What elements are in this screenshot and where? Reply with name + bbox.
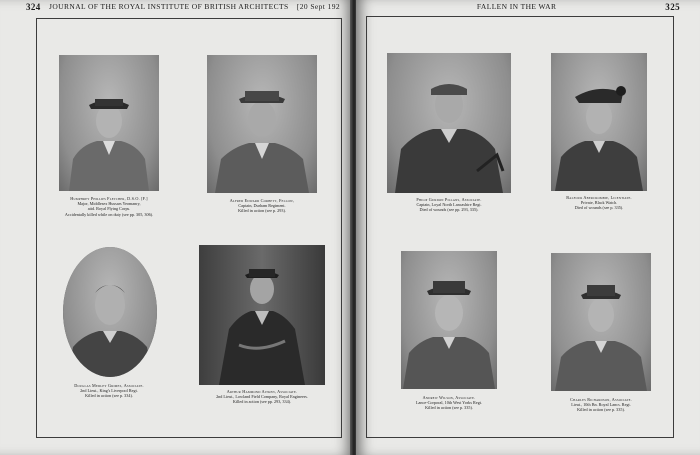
right-running-head <box>368 2 680 12</box>
caption-fate: Died of wounds (see pp. 293, 335). <box>419 207 479 213</box>
soldier-figure-icon <box>59 55 159 191</box>
running-title: FALLEN IN THE WAR <box>476 2 557 11</box>
caption-fate: Killed in action (see p. 293). <box>238 208 286 214</box>
caption-fate: Accidentally killed while on duty (see pp. 305, 306). <box>64 211 154 217</box>
portrait-photo-aitken <box>199 245 325 385</box>
caption-name: Charles Richardson, Associate. <box>570 397 632 402</box>
soldier-figure-icon <box>387 53 511 193</box>
caption-abercrombie <box>537 195 661 211</box>
left-page-frame <box>36 18 342 438</box>
caption-rank: Lance-Corporal, 10th West Yorks Regt. <box>416 400 482 406</box>
portrait-photo-abercrombie <box>551 53 647 191</box>
portrait-photo-richardson <box>551 253 651 391</box>
caption-name: Andrew Wilson, Associate. <box>422 395 476 400</box>
caption-richardson <box>539 397 663 413</box>
caption-fletcher <box>47 196 171 217</box>
caption-rank: Lieut., 10th Bn. Royal Lancs. Regt. <box>571 402 631 408</box>
soldier-figure-icon <box>551 253 651 391</box>
portrait-photo-grimes <box>63 247 157 377</box>
caption-corbett <box>195 198 329 214</box>
issue-date: [20 Sept 192 <box>296 2 340 11</box>
caption-name: Philip Gurdon Pillans, Associate. <box>416 197 482 202</box>
left-running-head <box>26 2 340 12</box>
caption-rank: Private, Black Watch. <box>580 200 618 206</box>
caption-aitken <box>187 389 337 405</box>
portrait-photo-wilson <box>401 251 497 389</box>
caption-fate: Killed in action (see p. 335). <box>577 407 625 413</box>
caption-unit: attd. Royal Flying Corps. <box>87 206 131 212</box>
caption-name: Humphrey Phillips Fletcher, D.S.O. [F.] <box>70 196 148 201</box>
caption-name: Alfred Edward Corbett, Fellow, <box>229 198 295 203</box>
right-page-frame <box>366 16 674 438</box>
right-page-number: 325 <box>665 2 680 12</box>
portrait-photo-corbett <box>207 55 317 193</box>
caption-fate: Died of wounds (see p. 335). <box>574 205 624 211</box>
caption-rank: Captain, Durham Regiment. <box>238 203 286 209</box>
soldier-figure-icon <box>207 55 317 193</box>
caption-fate: Killed in action (see p. 335). <box>425 405 473 411</box>
caption-rank: Major, Middlesex Hussars Yeomanry, <box>77 201 141 207</box>
soldier-figure-icon <box>551 53 647 191</box>
caption-rank: Captain, Loyal North Lancashire Regt. <box>416 202 482 208</box>
caption-fate: Killed in action (see p. 334). <box>85 393 133 399</box>
left-page-number: 324 <box>26 2 41 12</box>
caption-rank: 2nd Lieut., Lowland Field Company, Royal Engineers. <box>216 394 308 400</box>
portrait-photo-pillans <box>387 53 511 193</box>
journal-title: JOURNAL OF THE ROYAL INSTITUTE OF BRITISH ARCHITECTS <box>49 2 289 11</box>
portrait-photo-fletcher <box>59 55 159 191</box>
caption-name: Balfour Abercrombie, Licentiate. <box>566 195 632 200</box>
caption-name: Arthur Hammond Aitken, Associate. <box>226 389 298 394</box>
caption-pillans <box>377 197 521 213</box>
caption-wilson <box>387 395 511 411</box>
caption-name: Douglas Medley Grimes, Associate. <box>74 383 144 388</box>
soldier-figure-icon <box>199 245 325 385</box>
caption-rank: 2nd Lieut., King's Liverpool Regt. <box>80 388 138 394</box>
caption-grimes <box>47 383 171 399</box>
soldier-figure-icon <box>401 251 497 389</box>
right-page <box>356 0 700 455</box>
soldier-figure-icon <box>63 247 157 377</box>
caption-fate: Killed in action (see pp. 293, 334). <box>232 399 292 405</box>
